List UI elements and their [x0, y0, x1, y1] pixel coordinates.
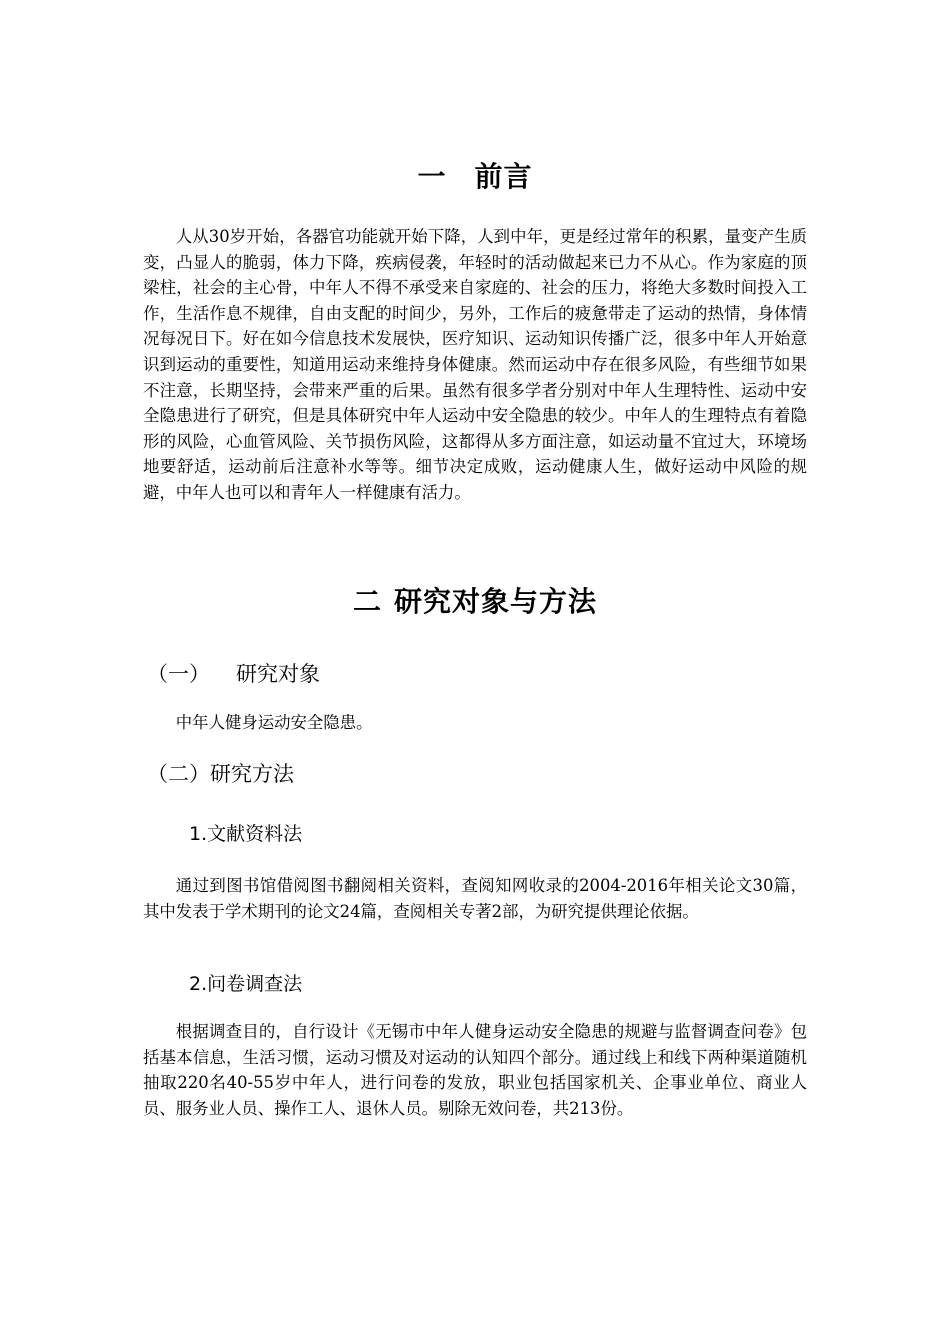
subsection-number: （一） — [147, 662, 210, 686]
subsubsection-heading-literature: 1.文献资料法 — [189, 823, 303, 845]
questionnaire-paragraph: 根据调查目的，自行设计《无锡市中年人健身运动安全隐患的规避与监督调查问卷》包括基本信息，生活习惯，运动习惯及对运动的认知四个部分。通过线上和线下两种渠道随机抽取220名40-55岁中年人，进行问卷的发放，职业包括国家机关、企事业单位、商业人员、服务业人员、操作工人、退休人员。剔除无效问卷，共213份。 — [143, 1022, 807, 1118]
subsection-heading-subject — [147, 659, 320, 689]
subject-paragraph: 中年人健身运动安全隐患。 — [175, 713, 373, 732]
section-heading-preface — [143, 157, 807, 197]
subsection-title: 研究对象 — [236, 662, 320, 686]
section-title: 前言 — [474, 160, 533, 193]
section-title: 研究对象与方法 — [394, 585, 598, 618]
subsection-heading-method: （二）研究方法 — [147, 762, 294, 786]
section-number: 二 — [352, 585, 382, 618]
subsubsection-heading-questionnaire: 2.问卷调查法 — [189, 973, 303, 995]
literature-paragraph: 通过到图书馆借阅图书翻阅相关资料，查阅知网收录的2004-2016年相关论文30篇，其中发表于学术期刊的论文24篇，查阅相关专著2部，为研究提供理论依据。 — [143, 876, 807, 921]
section-number: 一 — [417, 160, 447, 193]
preface-paragraph: 人从30岁开始，各器官功能就开始下降，人到中年，更是经过常年的积累，量变产生质变，凸显人的脆弱，体力下降，疾病侵袭，年轻时的活动做起来已力不从心。作为家庭的顶梁柱，社会的主心骨，中年人不得不承受来自家庭的、社会的压力，将绝大多数时间投入工作，生活作息不规律，自由支配的时间少，另外，工作后的疲惫带走了运动的热情，身体情况每况日下。好在如今信息技术发展快，医疗知识、运动知识传播广泛，很多中年人开始意识到运动的重要性，知道用运动来维持身体健康。然而运动中存在很多风险，有些细节如果不注意，长期坚持，会带来严重的后果。虽然有很多学者分别对中年人生理特性、运动中安全隐患进行了研究，但是具体研究中年人运动中安全隐患的较少。中年人的生理特点有着隐形的风险，心血管风险、关节损伤风险，这都得从多方面注意，如运动量不宜过大，环境场地要舒适，运动前后注意补水等等。细节决定成败，运动健康人生，做好运动中风险的规避，中年人也可以和青年人一样健康有活力。 — [143, 227, 807, 502]
section-heading-methods — [143, 582, 807, 622]
